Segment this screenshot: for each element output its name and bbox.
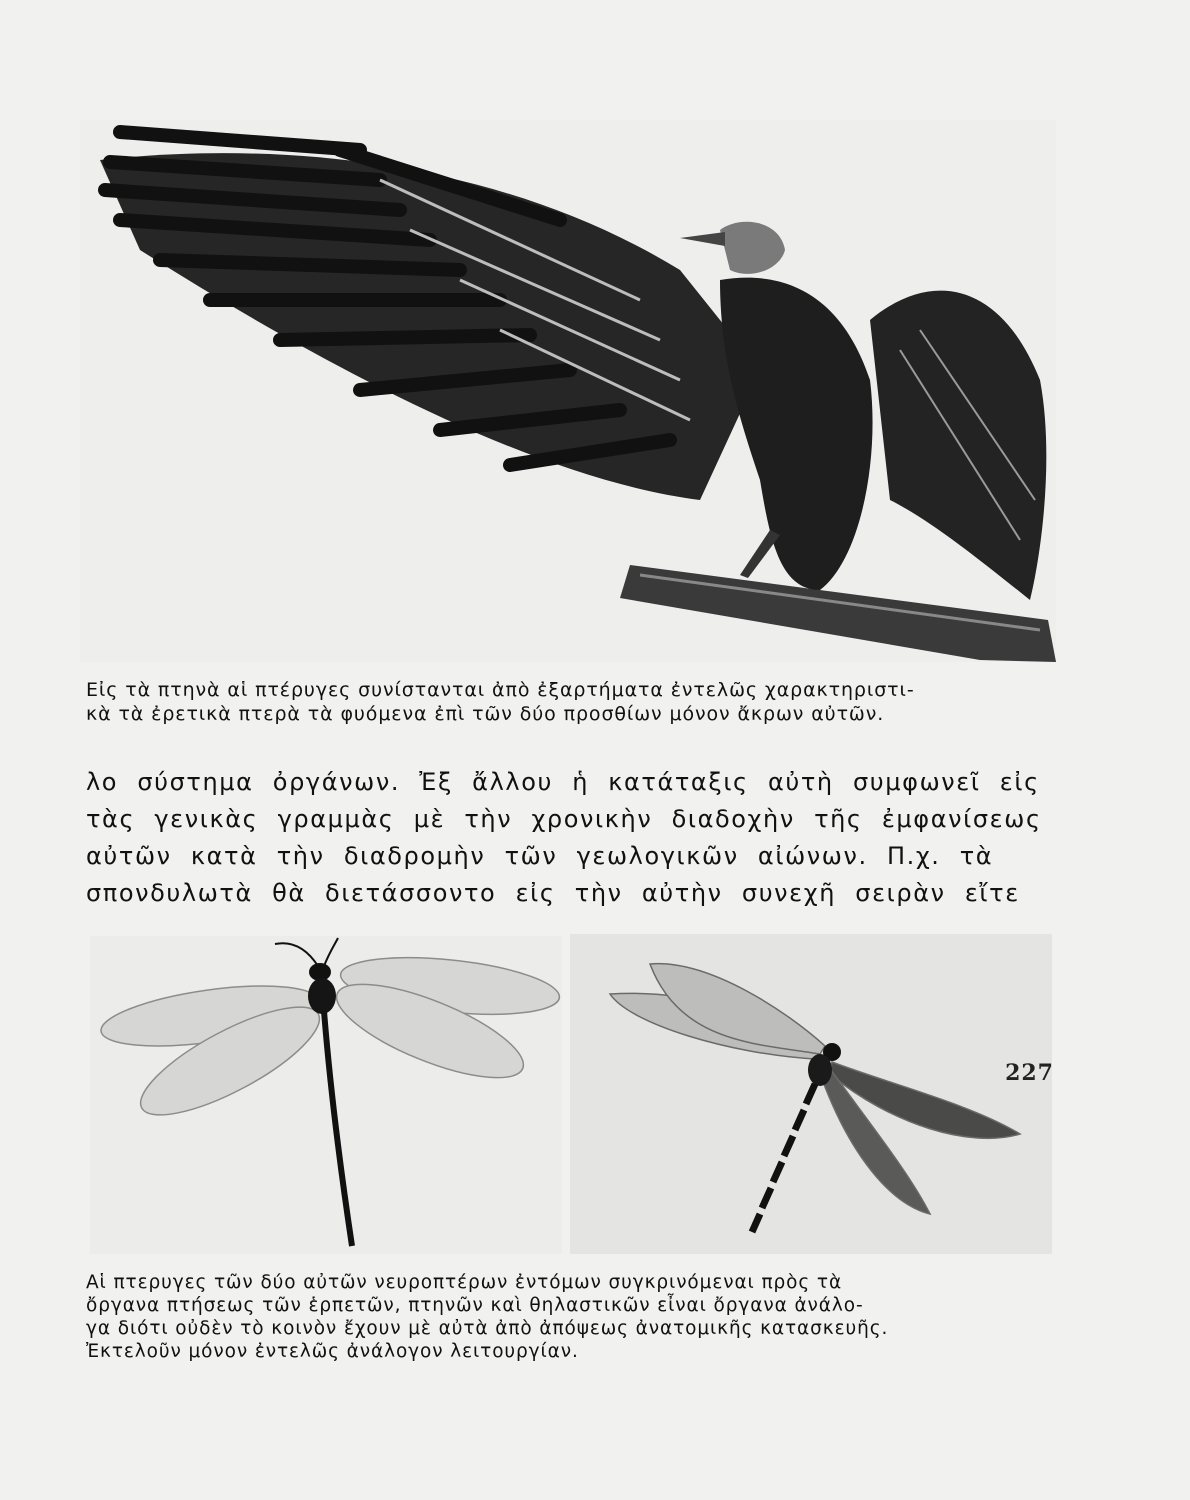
caption-line: κὰ τὰ ἐρετικὰ πτερὰ τὰ φυόμενα ἐπὶ τῶν δύο προσθίων μόνον ἄκρων αὐτῶν. [86, 703, 885, 725]
caption-line: γα διότι οὐδὲν τὸ κοινὸν ἔχουν μὲ αὐτὰ ἀπὸ ἀπόψεως ἀνατομικῆς κατασκευῆς. [86, 1318, 889, 1339]
body-line: αὐτῶν κατὰ τὴν διαδρομὴν τῶν γεωλογικῶν αἰώνων. Π.χ. τὰ [86, 842, 994, 870]
body-line: λο σύστημα ὀργάνων. Ἐξ ἄλλου ἡ κατάταξις αὐτὴ συμφωνεῖ εἰς [86, 768, 1040, 796]
page-number: 227 [1005, 1060, 1054, 1086]
insect-figure-caption [86, 1271, 1046, 1363]
caption-line: Εἰς τὰ πτηνὰ αἱ πτέρυγες συνίστανται ἀπὸ ἐξαρτήματα ἐντελῶς χαρακτηριστι- [86, 679, 915, 701]
caption-line: Ἐκτελοῦν μόνον ἐντελῶς ἀνάλογον λειτουργίαν. [86, 1341, 579, 1362]
bird-figure-caption [86, 678, 1046, 726]
body-line: σπονδυλωτὰ θὰ διετάσσοντο εἰς τὴν αὐτὴν συνεχῆ σειρὰν εἴτε [86, 879, 1020, 907]
caption-line: Αἱ πτερυγες τῶν δύο αὐτῶν νευροπτέρων ἐντόμων συγκρινόμεναι πρὸς τὰ [86, 1272, 843, 1293]
bird-illustration [80, 120, 1056, 662]
body-paragraph [86, 764, 1056, 912]
dragonfly-illustration [570, 934, 1052, 1254]
body-line: τὰς γενικὰς γραμμὰς μὲ τὴν χρονικὴν διαδοχὴν τῆς ἐμφανίσεως [86, 805, 1042, 833]
caption-line: ὄργανα πτήσεως τῶν ἑρπετῶν, πτηνῶν καὶ θηλαστικῶν εἶναι ὄργανα ἀνάλο- [86, 1295, 864, 1316]
bird-wing-photo [80, 120, 1056, 662]
lacewing-photo [90, 936, 562, 1254]
dragonfly-photo [570, 934, 1052, 1254]
lacewing-illustration [90, 936, 562, 1254]
